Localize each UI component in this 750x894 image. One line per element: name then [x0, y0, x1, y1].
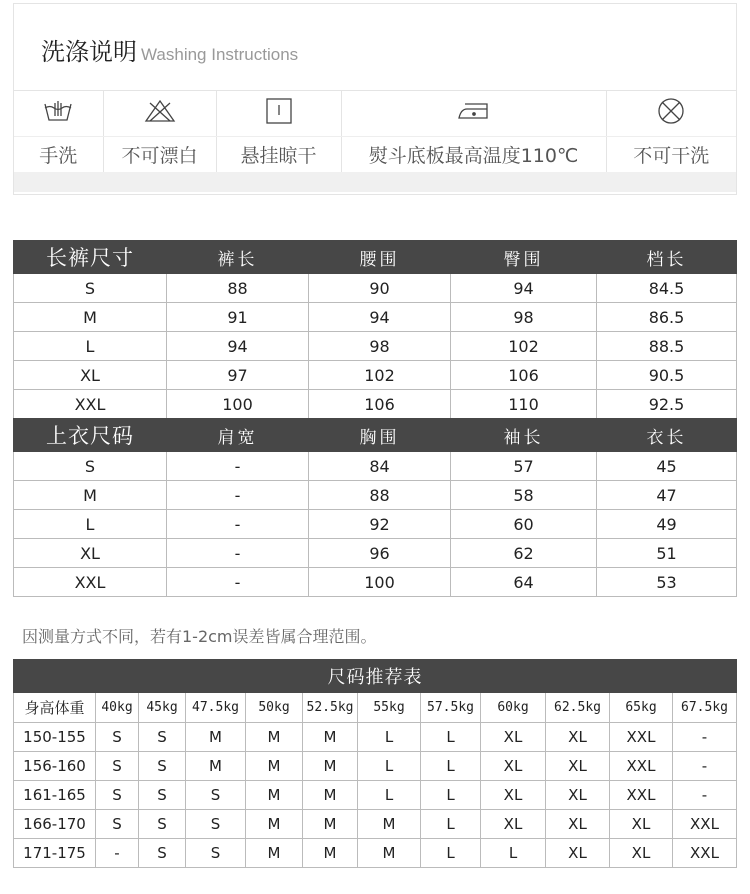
table-cell: XXL — [610, 752, 673, 781]
table-cell: 88 — [309, 481, 451, 510]
table-cell: 64 — [451, 568, 597, 597]
table-cell: XL — [481, 752, 546, 781]
table-cell: S — [96, 810, 139, 839]
no-dry-clean-icon — [606, 91, 736, 136]
column-header: 肩宽 — [167, 419, 309, 452]
table-cell: M — [303, 781, 358, 810]
care-label: 悬挂晾干 — [216, 136, 341, 172]
table-row — [14, 781, 737, 810]
table-cell: XXL — [14, 390, 167, 419]
table-row — [14, 839, 737, 868]
table-cell: 156-160 — [14, 752, 96, 781]
table-cell: M — [246, 752, 303, 781]
table-cell: XL — [546, 723, 610, 752]
header-row — [14, 241, 737, 274]
table-cell: 171-175 — [14, 839, 96, 868]
column-header: 47.5kg — [186, 693, 246, 723]
column-header: 60kg — [481, 693, 546, 723]
table-cell: 45 — [597, 452, 737, 481]
table-cell: 96 — [309, 539, 451, 568]
table-cell: - — [167, 452, 309, 481]
table-cell: 90.5 — [597, 361, 737, 390]
column-header: 57.5kg — [421, 693, 481, 723]
table-cell: M — [358, 810, 421, 839]
table-cell: 84 — [309, 452, 451, 481]
table-cell: - — [167, 568, 309, 597]
table-cell: S — [139, 810, 186, 839]
table-cell: S — [139, 839, 186, 868]
care-label: 手洗 — [14, 136, 103, 172]
table-cell: 58 — [451, 481, 597, 510]
table-cell: L — [421, 752, 481, 781]
table-cell: L — [358, 752, 421, 781]
column-header: 65kg — [610, 693, 673, 723]
table-cell: S — [96, 723, 139, 752]
table-cell: XL — [610, 810, 673, 839]
table-cell: XL — [610, 839, 673, 868]
table-cell: 94 — [167, 332, 309, 361]
tops-size-table — [13, 418, 737, 597]
table-cell: 102 — [451, 332, 597, 361]
table-cell: L — [421, 723, 481, 752]
table-cell: XL — [481, 810, 546, 839]
table-row — [14, 481, 737, 510]
table-cell: M — [14, 481, 167, 510]
table-cell: 106 — [451, 361, 597, 390]
table-row — [14, 452, 737, 481]
table-cell: - — [673, 781, 737, 810]
table-cell: 84.5 — [597, 274, 737, 303]
table-cell: S — [14, 274, 167, 303]
recommend-title: 尺码推荐表 — [14, 660, 737, 693]
table-cell: XXL — [14, 568, 167, 597]
table-cell: - — [167, 539, 309, 568]
measurement-note: 因测量方式不同，若有1-2cm误差皆属合理范围。 — [22, 627, 377, 646]
table-cell: M — [246, 839, 303, 868]
table-cell: 88 — [167, 274, 309, 303]
table-cell: 86.5 — [597, 303, 737, 332]
no-bleach-icon — [103, 91, 216, 136]
table-row — [14, 390, 737, 419]
header-row — [14, 419, 737, 452]
table-cell: L — [14, 332, 167, 361]
table-cell: - — [167, 481, 309, 510]
table-cell: M — [246, 781, 303, 810]
table-cell: M — [246, 810, 303, 839]
column-header: 长裤尺寸 — [14, 241, 167, 274]
table-cell: S — [96, 752, 139, 781]
table-cell: XXL — [610, 781, 673, 810]
table-cell: 100 — [309, 568, 451, 597]
table-cell: - — [673, 752, 737, 781]
table-cell: 92.5 — [597, 390, 737, 419]
column-header: 衣长 — [597, 419, 737, 452]
table-cell: L — [421, 839, 481, 868]
table-cell: L — [481, 839, 546, 868]
table-cell: 98 — [309, 332, 451, 361]
table-cell: XL — [546, 810, 610, 839]
column-header: 52.5kg — [303, 693, 358, 723]
size-recommendation-table — [13, 659, 737, 868]
table-cell: M — [303, 752, 358, 781]
table-row — [14, 568, 737, 597]
table-cell: XXL — [673, 810, 737, 839]
table-cell: 51 — [597, 539, 737, 568]
table-cell: 97 — [167, 361, 309, 390]
column-header: 裤长 — [167, 241, 309, 274]
table-row — [14, 810, 737, 839]
column-header: 袖长 — [451, 419, 597, 452]
column-header: 上衣尺码 — [14, 419, 167, 452]
column-header: 45kg — [139, 693, 186, 723]
table-cell: L — [421, 810, 481, 839]
column-header: 档长 — [597, 241, 737, 274]
table-cell: 57 — [451, 452, 597, 481]
table-cell: S — [186, 781, 246, 810]
hang-dry-icon — [216, 91, 341, 136]
table-cell: M — [186, 752, 246, 781]
table-cell: S — [186, 810, 246, 839]
table-cell: XL — [546, 839, 610, 868]
table-cell: S — [96, 781, 139, 810]
table-cell: XL — [481, 781, 546, 810]
column-header: 40kg — [96, 693, 139, 723]
iron-icon — [341, 91, 606, 136]
table-cell: XXL — [610, 723, 673, 752]
divider-band — [14, 172, 736, 192]
table-cell: S — [14, 452, 167, 481]
table-cell: 53 — [597, 568, 737, 597]
table-cell: 90 — [309, 274, 451, 303]
table-cell: M — [303, 810, 358, 839]
table-row — [14, 752, 737, 781]
table-cell: L — [14, 510, 167, 539]
table-cell: S — [139, 781, 186, 810]
table-cell: 47 — [597, 481, 737, 510]
column-header: 55kg — [358, 693, 421, 723]
table-row — [14, 361, 737, 390]
table-cell: L — [421, 781, 481, 810]
column-header: 胸围 — [309, 419, 451, 452]
care-label: 不可干洗 — [633, 144, 710, 167]
table-cell: XL — [546, 752, 610, 781]
table-cell: L — [358, 723, 421, 752]
table-cell: M — [303, 839, 358, 868]
table-cell: S — [186, 839, 246, 868]
table-cell: 166-170 — [14, 810, 96, 839]
table-cell: XL — [14, 361, 167, 390]
table-row — [14, 510, 737, 539]
care-symbols-table — [14, 91, 736, 172]
column-header: 67.5kg — [673, 693, 737, 723]
table-row — [14, 332, 737, 361]
table-cell: 62 — [451, 539, 597, 568]
table-cell: - — [96, 839, 139, 868]
table-cell: 49 — [597, 510, 737, 539]
table-row — [14, 274, 737, 303]
table-cell: M — [14, 303, 167, 332]
table-cell: 161-165 — [14, 781, 96, 810]
table-cell: 150-155 — [14, 723, 96, 752]
care-label: 熨斗底板最高温度110℃ — [341, 136, 606, 172]
column-header: 身高体重 — [14, 693, 96, 723]
table-cell: M — [246, 723, 303, 752]
table-row — [14, 539, 737, 568]
table-cell: - — [673, 723, 737, 752]
table-cell: XL — [546, 781, 610, 810]
table-cell: S — [139, 723, 186, 752]
table-cell: S — [139, 752, 186, 781]
table-cell: M — [186, 723, 246, 752]
table-cell: - — [167, 510, 309, 539]
washing-title — [14, 4, 736, 91]
column-header: 腰围 — [309, 241, 451, 274]
table-row — [14, 723, 737, 752]
table-cell: 94 — [451, 274, 597, 303]
table-cell: 60 — [451, 510, 597, 539]
table-row — [14, 303, 737, 332]
washing-title-cn: 洗涤说明 — [41, 38, 137, 66]
table-cell: XXL — [673, 839, 737, 868]
header-row — [14, 693, 737, 723]
table-cell: M — [303, 723, 358, 752]
washing-instructions-panel — [13, 3, 737, 195]
column-header: 50kg — [246, 693, 303, 723]
table-cell: XL — [481, 723, 546, 752]
table-cell: 110 — [451, 390, 597, 419]
table-cell: XL — [14, 539, 167, 568]
column-header: 臀围 — [451, 241, 597, 274]
table-cell: 102 — [309, 361, 451, 390]
table-cell: 92 — [309, 510, 451, 539]
table-cell: 91 — [167, 303, 309, 332]
column-header: 62.5kg — [546, 693, 610, 723]
washing-title-en: Washing Instructions — [141, 45, 299, 64]
pants-size-table — [13, 240, 737, 419]
table-cell: 106 — [309, 390, 451, 419]
hand-wash-icon — [14, 91, 103, 136]
care-label: 不可漂白 — [103, 136, 216, 172]
table-cell: 88.5 — [597, 332, 737, 361]
table-cell: M — [358, 839, 421, 868]
table-cell: 98 — [451, 303, 597, 332]
table-cell: 100 — [167, 390, 309, 419]
table-cell: 94 — [309, 303, 451, 332]
table-cell: L — [358, 781, 421, 810]
